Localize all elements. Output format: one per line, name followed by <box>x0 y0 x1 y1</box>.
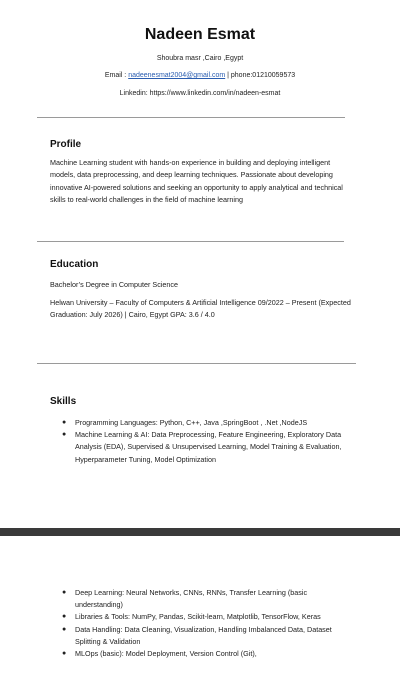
skill-text: MLOps (basic): Model Deployment, Version Control (Git), <box>75 649 257 659</box>
profile-heading: Profile <box>50 139 82 150</box>
address-line: Shoubra masr ,Cairo ,Egypt <box>156 55 244 62</box>
skill-item <box>62 417 352 429</box>
page-break <box>0 528 400 536</box>
skill-item <box>62 624 352 648</box>
email-label: Email : <box>104 72 129 79</box>
skills-heading: Skills <box>50 396 77 407</box>
skill-item <box>62 429 352 466</box>
email-phone-line <box>0 72 400 79</box>
section-divider <box>37 241 344 242</box>
skills-list <box>62 417 352 466</box>
linkedin-line: Linkedin: https://www.linkedin.com/in/nadeen-esmat <box>119 90 281 97</box>
skill-text: Data Handling: Data Cleaning, Visualization, Handling Imbalanced Data, Dataset Splitting & Validation <box>75 624 332 646</box>
bullet-icon: ● <box>62 431 67 439</box>
phone-text: | phone:01210059573 <box>225 72 296 79</box>
skill-text: Deep Learning: Neural Networks, CNNs, RNNs, Transfer Learning (basic understanding) <box>75 588 308 610</box>
degree-text: Bachelor’s Degree in Computer Science <box>50 280 178 289</box>
skill-item <box>62 587 352 611</box>
email-link[interactable]: nadeenesmat2004@gmail.com <box>128 72 226 79</box>
bullet-icon: ● <box>62 625 67 633</box>
section-divider <box>37 363 356 364</box>
university-details: Helwan University – Faculty of Computers & Artificial Intelligence 09/2022 – Present (Expected Graduation: July 2026) | Cairo, Egypt GPA: 3.6 / 4.0 <box>50 298 351 320</box>
skill-item <box>62 648 352 660</box>
skill-text: Programming Languages: Python, C++, Java ,SpringBoot , .Net ,NodeJS <box>75 418 308 427</box>
education-heading: Education <box>50 259 99 270</box>
skills-list-continued <box>62 587 352 660</box>
candidate-name: Nadeen Esmat <box>144 26 256 43</box>
skill-text: Libraries & Tools: NumPy, Pandas, Scikit-learn, Matplotlib, TensorFlow, Keras <box>75 612 321 622</box>
skill-text: Machine Learning & AI: Data Preprocessing, Feature Engineering, Exploratory Data Analysis (EDA), Supervised & Unsupervised Learning, Model Training & Evaluation, Hyperparameter Tuning, Model Optimization <box>75 430 342 464</box>
section-divider <box>37 117 345 118</box>
bullet-icon: ● <box>62 419 67 426</box>
skill-item <box>62 611 352 623</box>
bullet-icon: ● <box>62 589 67 596</box>
profile-summary: Machine Learning student with hands-on experience in building and deploying intelligent models, data preprocessing, and deep learning techniques. Passionate about developing innovative AI-powered solutions and seeking an opportunity to apply analytical and technical skills to real-world challenges in the field of machine learning <box>50 158 343 204</box>
bullet-icon: ● <box>62 650 67 658</box>
bullet-icon: ● <box>62 613 67 621</box>
